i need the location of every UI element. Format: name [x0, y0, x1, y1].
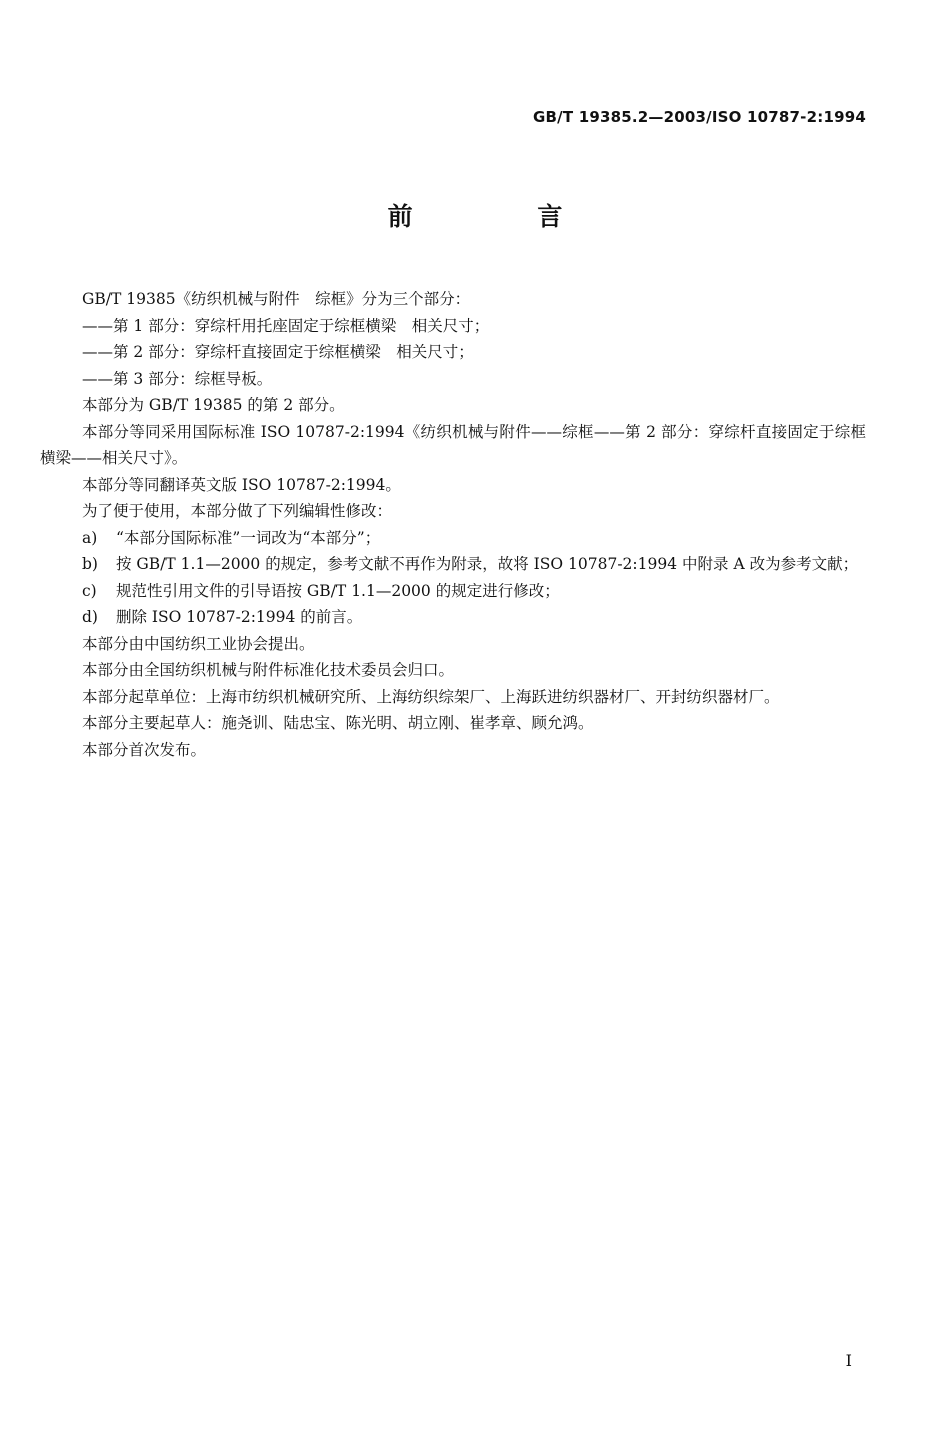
- page-number: I: [845, 1351, 852, 1370]
- foreword-body: [40, 286, 866, 763]
- list-item-text: “本部分国际标准”一词改为“本部分”；: [116, 528, 381, 547]
- page-title: 前 言: [387, 202, 621, 231]
- part-list-item: ——第 3 部分：综框导板。: [82, 369, 273, 388]
- paragraph: 本部分为 GB/T 19385 的第 2 部分。: [82, 396, 345, 414]
- paragraph: 本部分首次发布。: [82, 740, 207, 759]
- list-item-label: b): [82, 555, 98, 573]
- part-list-item: ——第 1 部分：穿综杆用托座固定于综框横梁 相关尺寸；: [82, 316, 490, 335]
- paragraph: 本部分等同采用国际标准 ISO 10787-2:1994《纺织机械与附件——综框——第 2 部分：穿综杆直接固定于综框横梁——相关尺寸》。: [40, 422, 866, 467]
- list-item-label: c): [82, 581, 97, 600]
- list-item-text: 删除 ISO 10787-2:1994 的前言。: [116, 608, 363, 626]
- part-list-item: ——第 2 部分：穿综杆直接固定于综框横梁 相关尺寸；: [82, 343, 474, 361]
- list-item: [40, 525, 866, 552]
- list-item: [40, 578, 866, 605]
- paragraph: GB/T 19385《纺织机械与附件 综框》分为三个部分：: [82, 290, 471, 308]
- list-item: [40, 551, 866, 578]
- paragraph: 本部分主要起草人：施尧训、陆忠宝、陈光明、胡立刚、崔孝章、顾允鸿。: [82, 714, 594, 732]
- list-item-text: 按 GB/T 1.1—2000 的规定，参考文献不再作为附录，故将 ISO 10787-2:1994 中附录 A 改为参考文献；: [116, 555, 859, 573]
- list-item: [40, 604, 866, 631]
- paragraph: 本部分由全国纺织机械与附件标准化技术委员会归口。: [82, 661, 455, 679]
- standard-code: GB/T 19385.2—2003/ISO 10787-2:1994: [533, 108, 866, 126]
- paragraph: 本部分由中国纺织工业协会提出。: [82, 634, 315, 653]
- list-item-label: d): [82, 608, 98, 626]
- paragraph: 为了便于使用，本部分做了下列编辑性修改：: [82, 502, 393, 520]
- list-item-label: a): [82, 528, 98, 547]
- paragraph: 本部分起草单位：上海市纺织机械研究所、上海纺织综架厂、上海跃进纺织器材厂、开封纺织器材厂。: [82, 687, 780, 706]
- list-item-text: 规范性引用文件的引导语按 GB/T 1.1—2000 的规定进行修改；: [116, 581, 560, 600]
- paragraph: 本部分等同翻译英文版 ISO 10787-2:1994。: [82, 475, 401, 494]
